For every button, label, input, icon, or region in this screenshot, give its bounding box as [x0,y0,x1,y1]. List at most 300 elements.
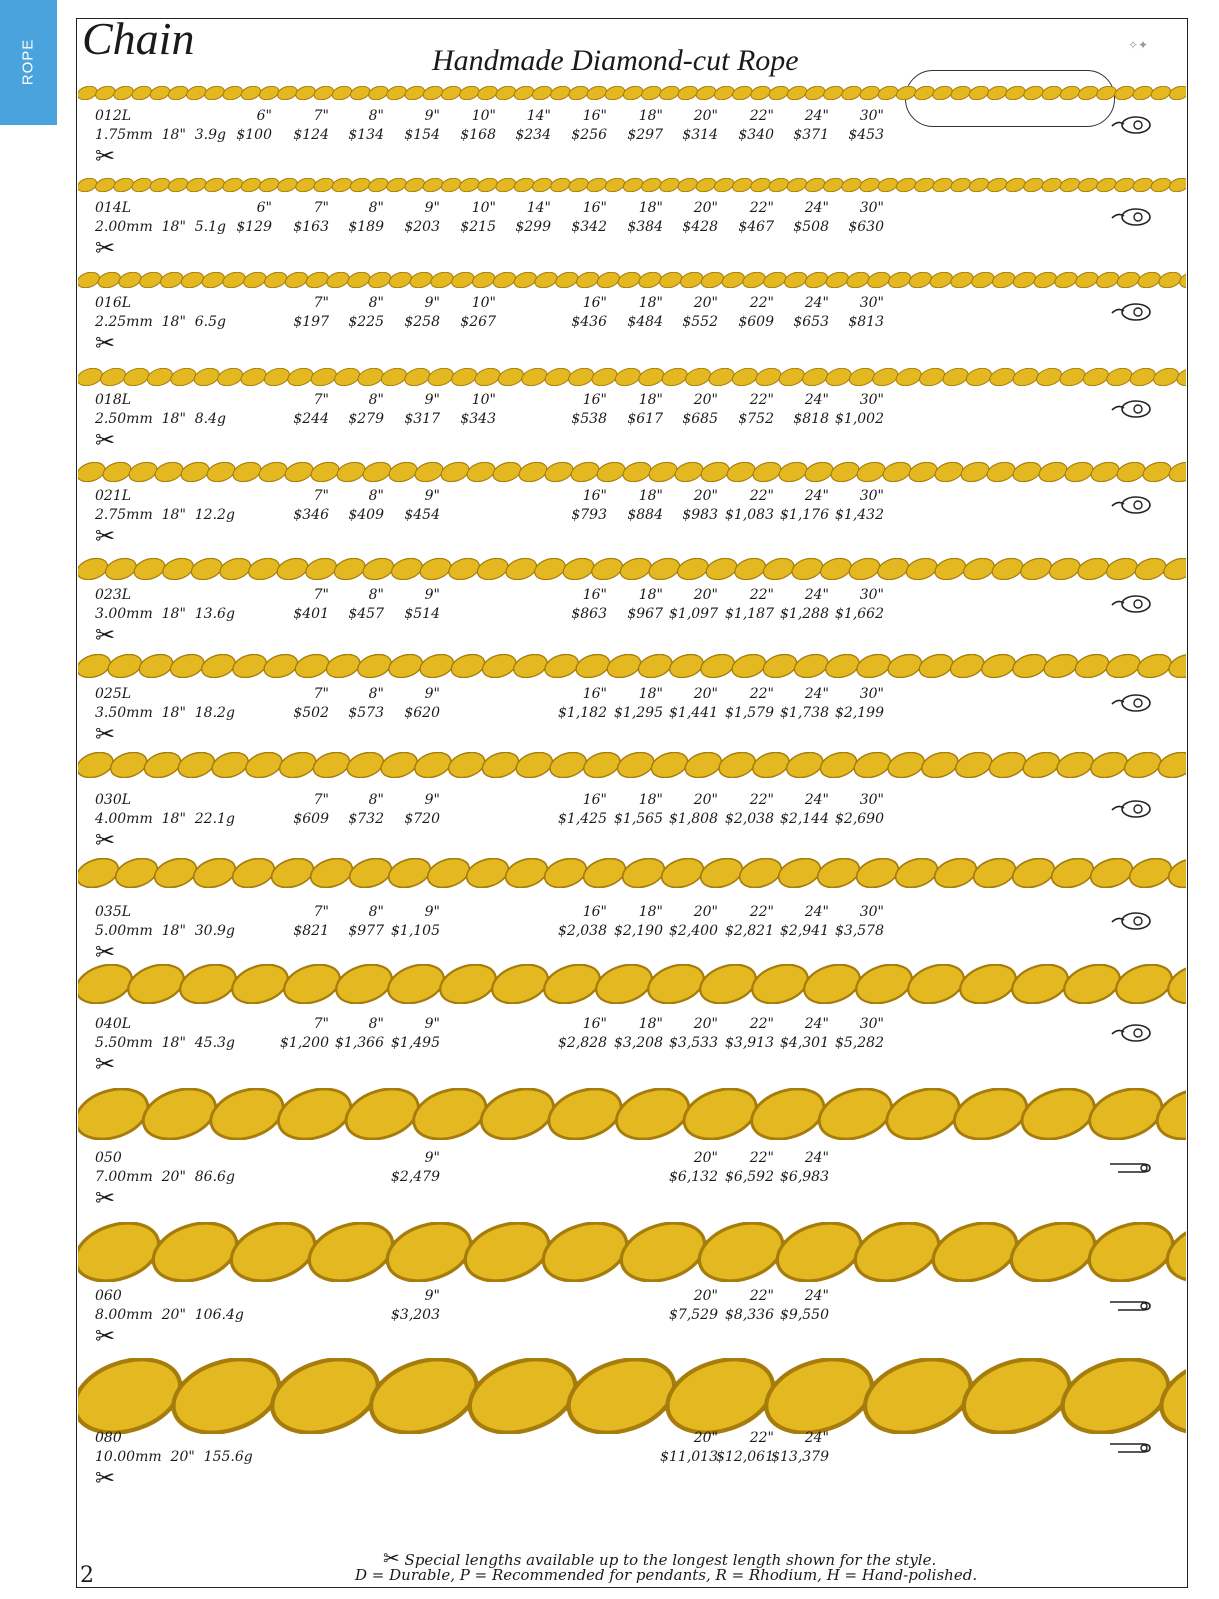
length-label: 16" [582,488,607,504]
price-value: $884 [627,507,663,523]
price-value: $215 [460,219,496,235]
product-row [78,392,1186,472]
price-value: $234 [515,127,551,143]
length-label: 8" [368,295,384,311]
length-label: 24" [804,686,829,702]
chain-image [78,462,1186,482]
price-value: $371 [793,127,829,143]
product-spec: 3.00mm 18" 13.6g [95,606,235,622]
price-value: $2,038 [725,811,774,827]
lobster-clasp-icon [1108,798,1154,820]
product-row [78,200,1186,280]
length-label: 7" [313,200,329,216]
price-value: $977 [348,923,384,939]
price-value: $168 [460,127,496,143]
chain-image [78,272,1186,288]
price-value: $13,379 [771,1449,829,1465]
product-spec: 7.00mm 20" 86.6g [95,1169,235,1185]
length-label: 9" [424,200,440,216]
price-value: $6,983 [780,1169,829,1185]
chain-image [78,1088,1186,1140]
product-code: 016L [95,295,132,311]
length-label: 7" [313,488,329,504]
price-value: $346 [293,507,329,523]
product-spec: 2.00mm 18" 5.1g [95,219,227,235]
price-value: $163 [293,219,329,235]
product-code: 030L [95,792,132,808]
scissors-icon: ✂ [95,329,116,357]
product-code: 021L [95,488,132,504]
length-label: 22" [749,1430,774,1446]
length-label: 20" [693,1150,718,1166]
product-spec: 3.50mm 18" 18.2g [95,705,235,721]
price-value: $2,821 [725,923,774,939]
price-value: $428 [682,219,718,235]
scissors-icon: ✂ [95,1464,116,1492]
section-tab-label: ROPE [19,38,37,86]
length-label: 8" [368,108,384,124]
price-value: $124 [293,127,329,143]
price-value: $189 [348,219,384,235]
length-label: 9" [424,587,440,603]
length-label: 20" [693,488,718,504]
length-label: 22" [749,108,774,124]
lobster-clasp-icon [1108,301,1154,323]
length-label: 7" [313,904,329,920]
price-value: $1,288 [780,606,829,622]
scissors-icon: ✂ [95,1322,116,1350]
length-label: 18" [638,686,663,702]
length-label: 22" [749,392,774,408]
price-value: $620 [404,705,440,721]
chain-image [78,752,1186,778]
length-label: 24" [804,587,829,603]
price-value: $6,132 [669,1169,718,1185]
price-value: $1,495 [391,1035,440,1051]
price-value: $552 [682,314,718,330]
price-value: $573 [348,705,384,721]
length-label: 20" [693,792,718,808]
price-value: $3,533 [669,1035,718,1051]
price-value: $467 [738,219,774,235]
footnote-legend: D = Durable, P = Recommended for pendants, R = Rhodium, H = Hand-polished. [355,1566,978,1584]
price-value: $863 [571,606,607,622]
length-label: 24" [804,792,829,808]
price-value: $1,738 [780,705,829,721]
length-label: 18" [638,488,663,504]
price-value: $609 [293,811,329,827]
length-label: 24" [804,295,829,311]
length-label: 16" [582,1016,607,1032]
lobster-clasp-icon [1108,593,1154,615]
chain-image [78,178,1186,192]
length-label: 9" [424,792,440,808]
price-value: $818 [793,411,829,427]
length-label: 16" [582,792,607,808]
price-value: $1,176 [780,507,829,523]
length-label: 8" [368,392,384,408]
price-value: $314 [682,127,718,143]
price-value: $3,208 [614,1035,663,1051]
price-value: $685 [682,411,718,427]
product-spec: 1.75mm 18" 3.9g [95,127,227,143]
length-label: 14" [526,200,551,216]
length-label: 7" [313,1016,329,1032]
length-label: 16" [582,392,607,408]
price-value: $538 [571,411,607,427]
length-label: 7" [313,686,329,702]
price-value: $1,366 [335,1035,384,1051]
length-label: 9" [424,904,440,920]
length-label: 30" [859,295,884,311]
length-label: 20" [693,1430,718,1446]
length-label: 24" [804,488,829,504]
price-value: $454 [404,507,440,523]
scissors-icon: ✂ [95,621,116,649]
length-label: 30" [859,488,884,504]
price-value: $384 [627,219,663,235]
length-label: 30" [859,792,884,808]
page-number: 2 [80,1563,94,1588]
product-row [78,1016,1186,1096]
price-value: $317 [404,411,440,427]
price-value: $752 [738,411,774,427]
length-label: 10" [471,200,496,216]
length-label: 24" [804,1150,829,1166]
length-label: 30" [859,392,884,408]
length-label: 30" [859,1016,884,1032]
price-value: $2,941 [780,923,829,939]
product-row [78,108,1186,188]
price-value: $297 [627,127,663,143]
product-spec: 5.50mm 18" 45.3g [95,1035,235,1051]
length-label: 18" [638,200,663,216]
length-label: 20" [693,295,718,311]
price-value: $340 [738,127,774,143]
price-value: $2,690 [835,811,884,827]
length-label: 8" [368,587,384,603]
length-label: 16" [582,108,607,124]
length-label: 24" [804,108,829,124]
section-tab[interactable] [0,0,57,125]
length-label: 20" [693,392,718,408]
page-title: Handmade Diamond-cut Rope [432,44,799,77]
price-value: $630 [848,219,884,235]
length-label: 20" [693,200,718,216]
length-label: 24" [804,1016,829,1032]
price-value: $821 [293,923,329,939]
price-value: $3,578 [835,923,884,939]
length-label: 8" [368,200,384,216]
price-value: $343 [460,411,496,427]
length-label: 18" [638,295,663,311]
price-value: $484 [627,314,663,330]
lobster-clasp-icon [1108,398,1154,420]
price-value: $1,432 [835,507,884,523]
price-value: $1,187 [725,606,774,622]
length-label: 16" [582,587,607,603]
price-value: $154 [404,127,440,143]
spring-ring-clasp-icon [1108,1156,1154,1178]
lobster-clasp-icon [1108,114,1154,136]
scissors-icon: ✂ [95,826,116,854]
length-label: 9" [424,108,440,124]
length-label: 30" [859,686,884,702]
price-value: $8,336 [725,1307,774,1323]
scissors-icon: ✂ [95,938,116,966]
length-label: 22" [749,686,774,702]
price-value: $9,550 [780,1307,829,1323]
length-label: 18" [638,1016,663,1032]
price-value: $134 [348,127,384,143]
scissors-icon: ✂ [383,1546,400,1570]
price-value: $244 [293,411,329,427]
price-value: $720 [404,811,440,827]
length-label: 7" [313,295,329,311]
price-value: $4,301 [780,1035,829,1051]
price-value: $7,529 [669,1307,718,1323]
length-label: 8" [368,686,384,702]
price-value: $2,828 [558,1035,607,1051]
length-label: 16" [582,686,607,702]
length-label: 16" [582,904,607,920]
length-label: 22" [749,1150,774,1166]
price-value: $5,282 [835,1035,884,1051]
price-value: $3,203 [391,1307,440,1323]
price-value: $267 [460,314,496,330]
length-label: 8" [368,488,384,504]
price-value: $1,200 [280,1035,329,1051]
price-value: $502 [293,705,329,721]
price-value: $2,038 [558,923,607,939]
price-value: $129 [236,219,272,235]
length-label: 9" [424,392,440,408]
price-value: $514 [404,606,440,622]
length-label: 7" [313,392,329,408]
length-label: 10" [471,392,496,408]
brand-title: Chain [82,13,195,64]
length-label: 6" [256,200,272,216]
length-label: 9" [424,1150,440,1166]
price-value: $1,002 [835,411,884,427]
product-code: 040L [95,1016,132,1032]
length-label: 20" [693,587,718,603]
length-label: 7" [313,792,329,808]
product-row [78,1430,1186,1510]
length-label: 8" [368,1016,384,1032]
price-value: $508 [793,219,829,235]
length-label: 20" [693,1288,718,1304]
product-code: 035L [95,904,132,920]
price-value: $813 [848,314,884,330]
scissors-icon: ✂ [95,426,116,454]
price-value: $1,182 [558,705,607,721]
brand-logo-mark: ✧✦ [1128,38,1149,52]
price-value: $2,479 [391,1169,440,1185]
length-label: 18" [638,392,663,408]
length-label: 8" [368,904,384,920]
length-label: 24" [804,392,829,408]
chain-image [78,368,1186,386]
length-label: 24" [804,1288,829,1304]
price-value: $453 [848,127,884,143]
price-value: $609 [738,314,774,330]
product-code: 014L [95,200,132,216]
chain-image [78,1222,1186,1282]
spring-ring-clasp-icon [1108,1294,1154,1316]
price-value: $983 [682,507,718,523]
price-value: $1,097 [669,606,718,622]
length-label: 22" [749,295,774,311]
price-value: $258 [404,314,440,330]
product-row [78,1288,1186,1368]
length-label: 20" [693,108,718,124]
price-value: $1,808 [669,811,718,827]
price-value: $2,400 [669,923,718,939]
price-value: $617 [627,411,663,427]
product-code: 012L [95,108,132,124]
chain-image [78,964,1186,1004]
price-value: $2,144 [780,811,829,827]
length-label: 10" [471,108,496,124]
product-row [78,488,1186,568]
length-label: 16" [582,295,607,311]
length-label: 22" [749,200,774,216]
price-value: $653 [793,314,829,330]
length-label: 24" [804,1430,829,1446]
price-value: $11,013 [660,1449,718,1465]
length-label: 30" [859,108,884,124]
product-code: 023L [95,587,132,603]
price-value: $279 [348,411,384,427]
product-code: 060 [95,1288,122,1304]
length-label: 20" [693,1016,718,1032]
product-row [78,1150,1186,1230]
length-label: 22" [749,792,774,808]
product-code: 080 [95,1430,122,1446]
length-label: 20" [693,904,718,920]
scissors-icon: ✂ [95,234,116,262]
product-code: 050 [95,1150,122,1166]
length-label: 22" [749,587,774,603]
length-label: 9" [424,488,440,504]
price-value: $1,083 [725,507,774,523]
scissors-icon: ✂ [95,522,116,550]
lobster-clasp-icon [1108,1022,1154,1044]
length-label: 9" [424,686,440,702]
length-label: 22" [749,1288,774,1304]
price-value: $1,425 [558,811,607,827]
product-code: 025L [95,686,132,702]
length-label: 22" [749,1016,774,1032]
length-label: 22" [749,904,774,920]
scissors-icon: ✂ [95,142,116,170]
price-value: $100 [236,127,272,143]
price-value: $967 [627,606,663,622]
price-value: $1,295 [614,705,663,721]
price-value: $436 [571,314,607,330]
length-label: 7" [313,587,329,603]
price-value: $1,105 [391,923,440,939]
product-spec: 8.00mm 20" 106.4g [95,1307,244,1323]
length-label: 18" [638,108,663,124]
lobster-clasp-icon [1108,494,1154,516]
length-label: 22" [749,488,774,504]
product-spec: 2.25mm 18" 6.5g [95,314,227,330]
price-value: $1,441 [669,705,718,721]
length-label: 24" [804,200,829,216]
price-value: $3,913 [725,1035,774,1051]
length-label: 6" [256,108,272,124]
product-spec: 2.75mm 18" 12.2g [95,507,235,523]
product-code: 018L [95,392,132,408]
length-label: 20" [693,686,718,702]
length-label: 30" [859,904,884,920]
lobster-clasp-icon [1108,910,1154,932]
length-label: 16" [582,200,607,216]
chain-image [78,86,1186,100]
price-value: $342 [571,219,607,235]
price-value: $2,190 [614,923,663,939]
product-spec: 10.00mm 20" 155.6g [95,1449,253,1465]
product-row [78,295,1186,375]
price-value: $6,592 [725,1169,774,1185]
chain-image [78,654,1186,678]
scissors-icon: ✂ [95,720,116,748]
price-value: $225 [348,314,384,330]
price-value: $1,565 [614,811,663,827]
price-value: $793 [571,507,607,523]
length-label: 30" [859,200,884,216]
product-spec: 2.50mm 18" 8.4g [95,411,227,427]
price-value: $732 [348,811,384,827]
price-value: $409 [348,507,384,523]
length-label: 7" [313,108,329,124]
length-label: 9" [424,1288,440,1304]
length-label: 24" [804,904,829,920]
price-value: $256 [571,127,607,143]
price-value: $2,199 [835,705,884,721]
length-label: 9" [424,295,440,311]
price-value: $1,662 [835,606,884,622]
price-value: $1,579 [725,705,774,721]
length-label: 18" [638,792,663,808]
chain-image [78,558,1186,580]
chain-image [78,1358,1186,1434]
length-label: 10" [471,295,496,311]
product-spec: 4.00mm 18" 22.1g [95,811,235,827]
price-value: $197 [293,314,329,330]
chain-image [78,858,1186,888]
length-label: 30" [859,587,884,603]
price-value: $203 [404,219,440,235]
length-label: 8" [368,792,384,808]
lobster-clasp-icon [1108,206,1154,228]
price-value: $457 [348,606,384,622]
scissors-icon: ✂ [95,1050,116,1078]
product-spec: 5.00mm 18" 30.9g [95,923,235,939]
spring-ring-clasp-icon [1108,1436,1154,1458]
length-label: 14" [526,108,551,124]
length-label: 18" [638,587,663,603]
length-label: 18" [638,904,663,920]
scissors-icon: ✂ [95,1184,116,1212]
price-value: $299 [515,219,551,235]
footnote-text-1: Special lengths available up to the longest length shown for the style. [404,1551,937,1569]
price-value: $12,061 [716,1449,774,1465]
lobster-clasp-icon [1108,692,1154,714]
price-value: $401 [293,606,329,622]
